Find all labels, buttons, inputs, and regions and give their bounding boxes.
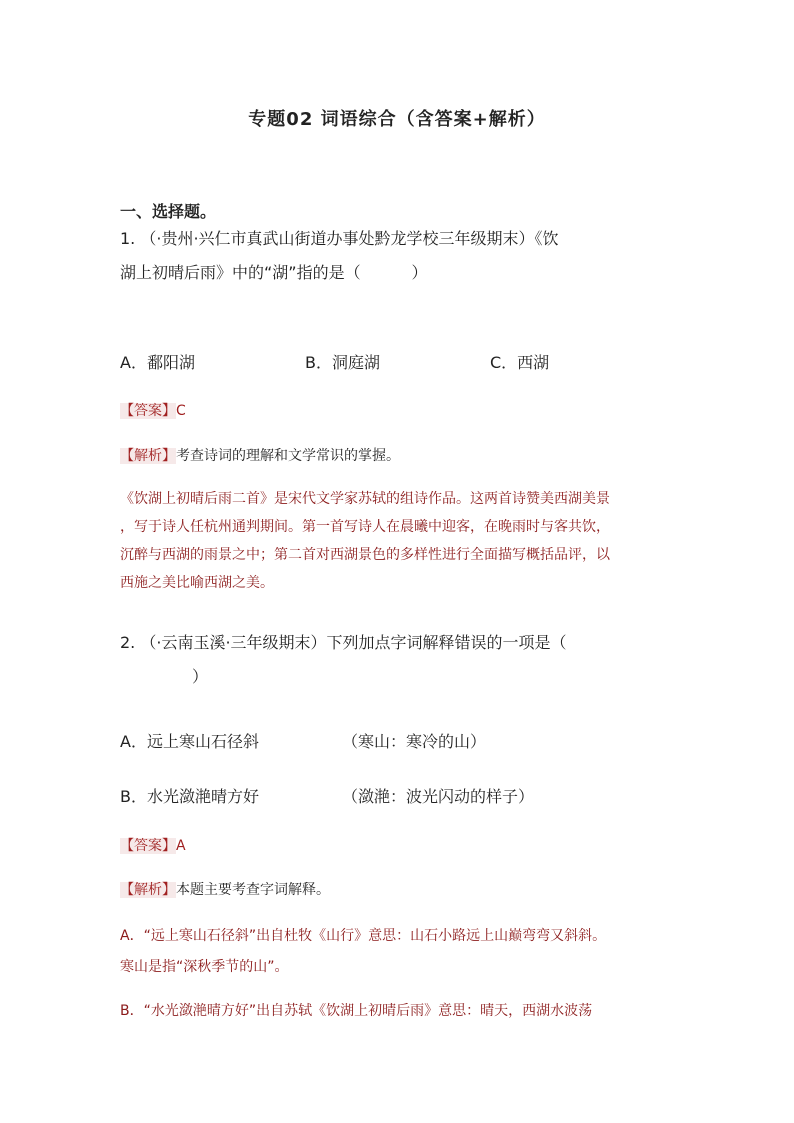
explanation-2-a-line-1: A．“远上寒山石径斜”出自杜牧《山行》意思：山石小路远上山巅弯弯又斜斜。 bbox=[120, 928, 607, 944]
answer-value: C bbox=[176, 403, 186, 419]
explanation-line: 沉醉与西湖的雨景之中；第二首对西湖景色的多样性进行全面描写概括品评，以 bbox=[120, 547, 610, 563]
question-2-option-b bbox=[120, 784, 534, 807]
question-1-line-2: 湖上初晴后雨》中的“湖”指的是（ ） bbox=[120, 263, 428, 282]
section-heading: 一、选择题。 bbox=[120, 202, 217, 221]
question-2-line-2: ） bbox=[192, 667, 209, 686]
question-1-line-1: 1. （·贵州·兴仁市真武山街道办事处黔龙学校三年级期末）《饮 bbox=[120, 229, 559, 248]
option-c: C．西湖 bbox=[490, 353, 550, 372]
option-b: B．洞庭湖 bbox=[305, 353, 380, 372]
explanation-line: 西施之美比喻西湖之美。 bbox=[120, 575, 274, 591]
question-2 bbox=[120, 626, 680, 694]
analysis-intro: 本题主要考查字词解释。 bbox=[176, 882, 330, 898]
option-a-note: （寒山：寒冷的山） bbox=[342, 732, 487, 751]
question-2-line-1: 2. （·云南玉溪·三年级期末）下列加点字词解释错误的一项是（ bbox=[120, 633, 567, 652]
answer-1 bbox=[120, 400, 186, 420]
answer-tag: 【答案】 bbox=[120, 838, 176, 854]
answer-tag: 【答案】 bbox=[120, 403, 176, 419]
answer-value: A bbox=[176, 838, 186, 854]
analysis-1 bbox=[120, 445, 400, 465]
explanation-line: ，写于诗人任杭州通判期间。第一首写诗人在晨曦中迎客，在晚雨时与客共饮， bbox=[120, 519, 610, 535]
explanation-2-a-line-2: 寒山是指“深秋季节的山”。 bbox=[120, 959, 289, 975]
question-1-options bbox=[120, 350, 549, 373]
analysis-tag: 【解析】 bbox=[120, 448, 176, 464]
analysis-intro: 考查诗词的理解和文学常识的掌握。 bbox=[176, 448, 400, 464]
explanation-2-b-line-1: B．“水光潋滟晴方好”出自苏轼《饮湖上初晴后雨》意思：晴天，西湖水波荡 bbox=[120, 1003, 593, 1019]
page-title: 专题02 词语综合（含答案+解析） bbox=[248, 109, 546, 130]
option-a-text: A．远上寒山石径斜 bbox=[120, 732, 259, 751]
explanation-line: 《饮湖上初晴后雨二首》是宋代文学家苏轼的组诗作品。这两首诗赞美西湖美景 bbox=[120, 491, 610, 507]
analysis-tag: 【解析】 bbox=[120, 882, 176, 898]
answer-2 bbox=[120, 835, 186, 855]
option-b-note: （潋滟：波光闪动的样子） bbox=[342, 787, 535, 806]
question-1 bbox=[120, 222, 680, 290]
explanation-1 bbox=[120, 485, 680, 597]
option-b-text: B．水光潋滟晴方好 bbox=[120, 787, 259, 806]
question-2-option-a bbox=[120, 729, 486, 752]
option-a: A．鄱阳湖 bbox=[120, 353, 195, 372]
analysis-2 bbox=[120, 879, 330, 899]
